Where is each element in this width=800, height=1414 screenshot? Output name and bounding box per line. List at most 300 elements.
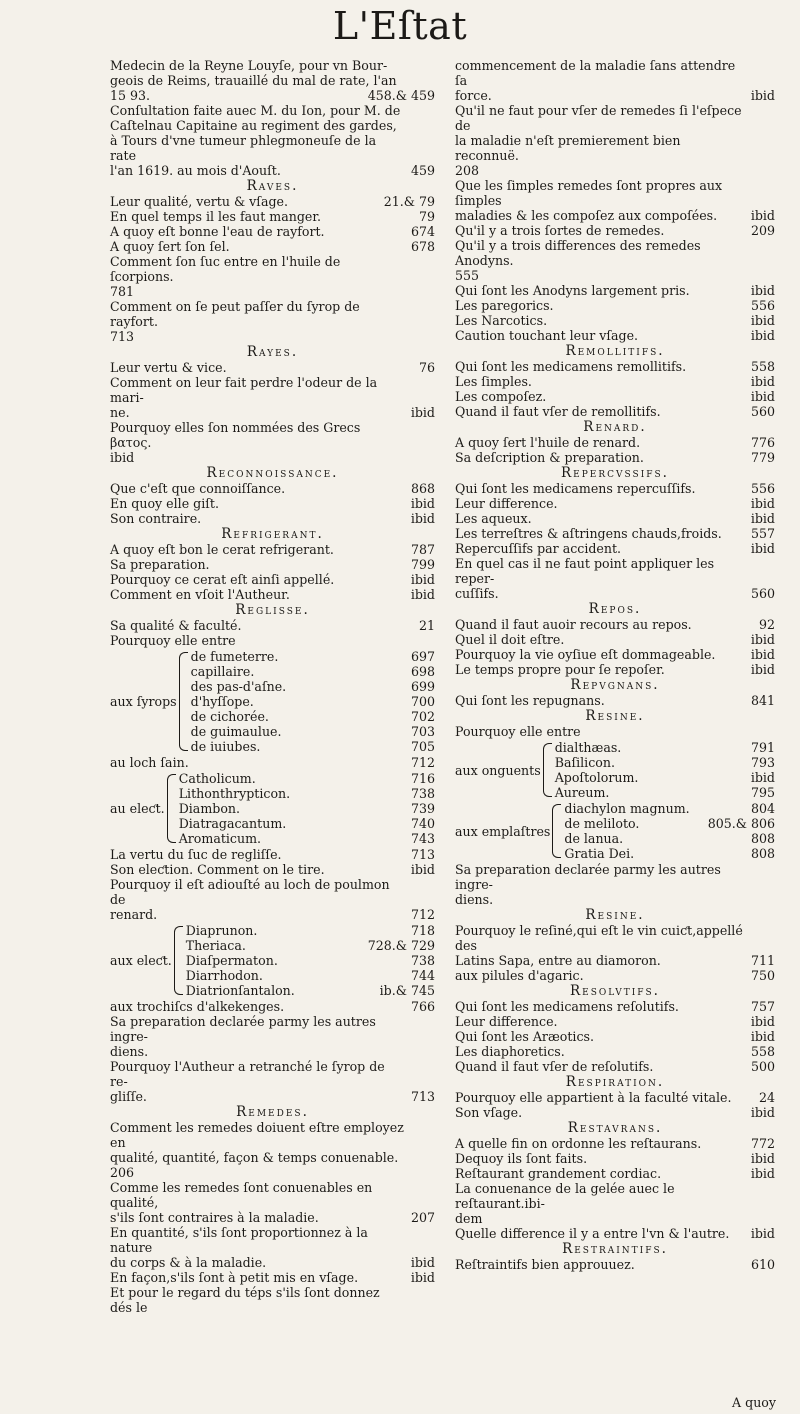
page-reference: 209	[750, 223, 775, 238]
entry-text: Qui ſont les Aræotics.	[455, 1029, 594, 1044]
section-heading: Raves.	[246, 178, 299, 194]
index-entry	[110, 1270, 435, 1285]
entry-text: Comment ſon ſuc entre en l'huile de ſcorpions.	[110, 254, 341, 284]
index-entry	[555, 755, 775, 770]
index-entry	[455, 389, 775, 404]
index-entry	[191, 739, 435, 754]
entry-text: A quoy eſt bonne l'eau de rayfort.	[110, 224, 325, 239]
brace-items	[186, 923, 435, 998]
page-reference: 787	[410, 542, 435, 557]
page-reference: ibid	[750, 511, 775, 526]
entry-text: 555	[455, 268, 480, 283]
index-entry	[110, 209, 435, 224]
entry-text: Leur vertu & vice.	[110, 360, 227, 375]
entry-text: A quoy ſert l'huile de renard.	[455, 435, 641, 450]
entry-text: Pourquoy elle entre	[455, 724, 581, 739]
entry-text: au loch ſain.	[110, 755, 189, 770]
index-entry	[455, 556, 775, 586]
page-reference: ibid	[410, 572, 435, 587]
index-entry	[455, 862, 775, 892]
index-entry	[110, 557, 435, 572]
page-reference: 674	[410, 224, 435, 239]
page-reference: ibid	[410, 587, 435, 602]
entry-text: Catholicum.	[178, 771, 256, 786]
entry-text: force.	[455, 88, 492, 103]
entry-text: Le temps propre pour ſe repoſer.	[455, 662, 665, 677]
entry-text: Quand il faut auoir recours au repos.	[455, 617, 692, 632]
brace-group	[110, 649, 435, 754]
index-entry	[110, 847, 435, 862]
entry-text: Leur difference.	[455, 1014, 558, 1029]
index-entry	[455, 1029, 775, 1044]
page-reference: ibid	[750, 1014, 775, 1029]
index-entry	[455, 103, 775, 133]
index-entry	[110, 907, 435, 922]
page-reference: 793	[750, 755, 775, 770]
entry-text: Sa preparation.	[110, 557, 210, 572]
entry-text: Baſilicon.	[554, 755, 615, 770]
entry-text: diens.	[110, 1044, 149, 1059]
index-entry	[186, 983, 435, 998]
entry-text: Aromaticum.	[178, 831, 262, 846]
entry-text: Qui ſont les medicamens remollitifs.	[455, 359, 687, 374]
right-column	[455, 58, 775, 1272]
brace-icon	[543, 743, 552, 797]
index-entry	[110, 1285, 435, 1315]
brace-label: aux ſyrops	[110, 694, 177, 709]
brace-label: aux eleƈt.	[110, 953, 172, 968]
page-reference: ibid	[750, 313, 775, 328]
index-entry	[455, 88, 775, 103]
index-entry	[110, 862, 435, 877]
page-reference: 776	[750, 435, 775, 450]
page-reference: 713	[410, 847, 435, 862]
section-heading: Resine.	[585, 907, 645, 923]
index-entry	[455, 223, 775, 238]
page-reference: 712	[410, 907, 435, 922]
page-reference: 560	[750, 586, 775, 601]
page-reference: 76	[418, 360, 435, 375]
index-entry	[455, 511, 775, 526]
index-entry	[186, 938, 435, 953]
index-entry	[110, 1089, 435, 1104]
entry-text: 781	[110, 284, 135, 299]
entry-text: Diaſpermaton.	[185, 953, 278, 968]
index-entry	[455, 586, 775, 601]
index-entry	[110, 1255, 435, 1270]
page-reference: ibid	[750, 496, 775, 511]
page-reference: 700	[410, 694, 435, 709]
index-entry	[110, 194, 435, 209]
entry-text: gliſſe.	[110, 1089, 147, 1104]
index-entry	[110, 587, 435, 602]
index-entry	[110, 224, 435, 239]
page-reference: 703	[410, 724, 435, 739]
brace-icon	[167, 774, 176, 843]
entry-text: ibid	[110, 450, 135, 465]
entry-text: Comme les remedes ſont conuenables en qualité,	[110, 1180, 373, 1210]
index-entry	[110, 88, 435, 103]
index-entry	[455, 999, 775, 1014]
entry-text: de meliloto.	[564, 816, 640, 831]
section-heading: Reglisse.	[235, 602, 310, 618]
index-entry	[555, 740, 775, 755]
index-entry	[455, 724, 775, 739]
entry-text: Qui ſont les Anodyns largement pris.	[455, 283, 690, 298]
page-reference: 804	[750, 801, 775, 816]
page-title: L'Eſtat	[332, 4, 468, 48]
page-reference: 699	[410, 679, 435, 694]
index-entry	[110, 420, 435, 450]
page-reference: ibid	[750, 647, 775, 662]
section-heading: Resine.	[585, 708, 645, 724]
page-reference: ibid	[750, 328, 775, 343]
section-heading: Renard.	[583, 419, 647, 435]
entry-text: En quel temps il les faut manger.	[110, 209, 322, 224]
entry-text: Que les ſimples remedes ſont propres aux ſimples	[455, 178, 723, 208]
section-heading: Rayes.	[246, 344, 299, 360]
page-reference: 21.& 79	[383, 194, 435, 209]
index-entry	[110, 73, 435, 88]
entry-text: Les diaphoretics.	[455, 1044, 565, 1059]
entry-text: Medecin de la Reyne Louyſe, pour vn Bour-	[110, 58, 388, 73]
index-entry	[110, 511, 435, 526]
entry-text: Qu'il y a trois ſortes de remedes.	[455, 223, 665, 238]
entry-text: à Tours d'vne tumeur phlegmoneuſe de la rate	[110, 133, 377, 163]
entry-text: Les ſimples.	[455, 374, 532, 389]
entry-text: aux pilules d'agaric.	[455, 968, 584, 983]
entry-text: diachylon magnum.	[564, 801, 690, 816]
entry-text: aux trochiſcs d'alkekenges.	[110, 999, 285, 1014]
index-entry	[455, 328, 775, 343]
index-entry	[564, 831, 775, 846]
index-entry	[110, 542, 435, 557]
index-entry	[110, 481, 435, 496]
index-entry	[455, 1257, 775, 1272]
page-reference: 738	[410, 953, 435, 968]
brace-items	[191, 649, 435, 754]
entry-text: 15 93.	[110, 88, 151, 103]
index-entry	[455, 693, 775, 708]
entry-text: Diambon.	[178, 801, 241, 816]
index-entry	[455, 374, 775, 389]
index-entry	[110, 877, 435, 907]
brace-items	[555, 740, 775, 800]
entry-text: Lithonthrypticon.	[178, 786, 291, 801]
entry-text: s'ils ſont contraires à la maladie.	[110, 1210, 319, 1225]
index-entry	[191, 679, 435, 694]
entry-text: Pourquoy ce cerat eſt ainſi appellé.	[110, 572, 335, 587]
entry-text: Diatragacantum.	[178, 816, 287, 831]
page-reference: 697	[410, 649, 435, 664]
index-entry	[110, 1210, 435, 1225]
page-reference: ibid	[750, 632, 775, 647]
entry-text: Sa qualité & faculté.	[110, 618, 242, 633]
page-reference: 795	[750, 785, 775, 800]
index-entry	[110, 999, 435, 1014]
page-reference: ibid	[750, 770, 775, 785]
page-reference: 712	[410, 755, 435, 770]
entry-text: Son contraire.	[110, 511, 202, 526]
brace-group	[455, 740, 775, 800]
index-entry	[455, 662, 775, 677]
entry-text: Pourquoy elle appartient à la faculté vitale.	[455, 1090, 732, 1105]
entry-text: de lanua.	[564, 831, 624, 846]
index-entry	[455, 178, 775, 208]
index-entry	[110, 1150, 435, 1165]
entry-text: Apoſtolorum.	[554, 770, 639, 785]
entry-text: Comment les remedes doiuent eſtre employez en	[110, 1120, 404, 1150]
entry-text: Qui ſont les medicamens repercuſſifs.	[455, 481, 696, 496]
index-entry	[110, 1225, 435, 1255]
page-reference: ibid	[750, 1166, 775, 1181]
entry-text: A quoy eſt bon le cerat refrigerant.	[110, 542, 334, 557]
index-entry	[455, 541, 775, 556]
index-entry	[455, 133, 775, 163]
index-entry	[110, 360, 435, 375]
entry-text: Conſultation faite auec M. du Ion, pour M. de	[110, 103, 401, 118]
entry-text: dem	[455, 1211, 483, 1226]
index-entry	[555, 785, 775, 800]
entry-text: Aureum.	[554, 785, 610, 800]
page-reference: ibid	[750, 1029, 775, 1044]
index-entry	[455, 481, 775, 496]
page-reference: 698	[410, 664, 435, 679]
page-reference: 557	[750, 526, 775, 541]
index-entry	[186, 968, 435, 983]
index-entry	[191, 709, 435, 724]
page-reference: 841	[750, 693, 775, 708]
page-reference: 779	[750, 450, 775, 465]
index-entry	[110, 618, 435, 633]
page-reference: ibid	[410, 1270, 435, 1285]
entry-text: des pas-d'aſne.	[190, 679, 287, 694]
index-entry	[179, 831, 435, 846]
entry-text: Repercuſſifs par accident.	[455, 541, 622, 556]
index-entry	[455, 298, 775, 313]
section-heading: Refrigerant.	[221, 526, 324, 542]
brace-icon	[174, 926, 183, 995]
brace-label: au eleƈt.	[110, 801, 165, 816]
brace-items	[564, 801, 775, 861]
page-reference: ibid	[750, 389, 775, 404]
index-entry	[110, 1059, 435, 1089]
brace-label: aux onguents	[455, 762, 541, 778]
page-reference: ibid	[750, 88, 775, 103]
page-reference: 799	[410, 557, 435, 572]
page-reference: ibid	[750, 374, 775, 389]
index-entry	[455, 283, 775, 298]
index-entry	[179, 816, 435, 831]
entry-text: Quand il faut vſer de remollitifs.	[455, 404, 661, 419]
brace-group	[455, 801, 775, 861]
index-entry	[455, 1105, 775, 1120]
page-reference: 702	[410, 709, 435, 724]
index-entry	[179, 771, 435, 786]
index-entry	[455, 268, 775, 283]
entry-text: Comment on ſe peut paſſer du ſyrop de rayfort.	[110, 299, 360, 329]
index-entry	[555, 770, 775, 785]
entry-text: Sa deſcription & preparation.	[455, 450, 644, 465]
entry-text: Son vſage.	[455, 1105, 523, 1120]
entry-text: du corps & à la maladie.	[110, 1255, 267, 1270]
page-reference: 79	[418, 209, 435, 224]
index-entry	[455, 1166, 775, 1181]
index-entry	[455, 892, 775, 907]
page-reference: 558	[750, 1044, 775, 1059]
entry-text: Pourquoy elles ſon nommées des Grecs βατος.	[110, 420, 361, 450]
index-entry	[110, 329, 435, 344]
section-heading: Repvgnans.	[570, 677, 660, 693]
entry-text: Quel il doit eſtre.	[455, 632, 565, 647]
page-reference: 743	[410, 831, 435, 846]
entry-text: 713	[110, 329, 135, 344]
index-entry	[455, 923, 775, 953]
entry-text: dialthæas.	[554, 740, 622, 755]
brace-icon	[552, 804, 561, 858]
page-reference: 718	[410, 923, 435, 938]
index-entry	[110, 375, 435, 405]
index-entry	[110, 103, 435, 118]
section-heading: Restavrans.	[567, 1120, 663, 1136]
entry-text: Diaprunon.	[185, 923, 258, 938]
index-entry	[455, 1090, 775, 1105]
index-entry	[455, 208, 775, 223]
index-entry	[455, 1181, 775, 1211]
entry-text: Leur qualité, vertu & vſage.	[110, 194, 288, 209]
index-entry	[110, 118, 435, 133]
brace-group	[110, 771, 435, 846]
index-entry	[455, 1136, 775, 1151]
entry-text: En quoy elle giſt.	[110, 496, 219, 511]
page-reference: 808	[750, 831, 775, 846]
entry-text: Quand il faut vſer de reſolutifs.	[455, 1059, 654, 1074]
section-heading: Respiration.	[565, 1074, 665, 1090]
entry-text: capillaire.	[190, 664, 255, 679]
page-reference: 21	[418, 618, 435, 633]
index-entry	[455, 163, 775, 178]
entry-text: Les paregorics.	[455, 298, 554, 313]
entry-text: Gratia Dei.	[564, 846, 635, 861]
index-entry	[455, 238, 775, 268]
entry-text: Qui ſont les medicamens reſolutifs.	[455, 999, 679, 1014]
section-heading: Restraintifs.	[562, 1241, 668, 1257]
entry-text: Caſtelnau Capitaine au regiment des gardes,	[110, 118, 397, 133]
entry-text: de iuiubes.	[190, 739, 261, 754]
page-reference: 610	[750, 1257, 775, 1272]
index-entry	[110, 299, 435, 329]
entry-text: d'hyſſope.	[190, 694, 254, 709]
index-entry	[191, 724, 435, 739]
index-entry	[179, 801, 435, 816]
entry-text: Qu'il ne faut pour vſer de remedes ſi l'eſpece de	[455, 103, 742, 133]
index-entry	[110, 496, 435, 511]
index-entry	[564, 816, 775, 831]
entry-text: La conuenance de la gelée auec le reſtaurant.ibi-	[455, 1181, 675, 1211]
index-entry	[110, 1180, 435, 1210]
page-reference: ibid	[750, 541, 775, 556]
page-reference: 560	[750, 404, 775, 419]
index-entry	[455, 617, 775, 632]
page-reference: ibid	[410, 496, 435, 511]
section-heading: Reconnoissance.	[206, 465, 339, 481]
entry-text: Theriaca.	[185, 938, 246, 953]
entry-text: Les aqueux.	[455, 511, 532, 526]
entry-text: 206	[110, 1165, 135, 1180]
index-entry	[455, 359, 775, 374]
index-entry	[110, 633, 435, 648]
page-reference: 868	[410, 481, 435, 496]
page-reference: 738	[410, 786, 435, 801]
entry-text: Dequoy ils ſont faits.	[455, 1151, 588, 1166]
page-reference: ibid	[750, 283, 775, 298]
entry-text: Sa preparation declarée parmy les autres ingre-	[455, 862, 721, 892]
page-reference: ibid	[750, 1105, 775, 1120]
entry-text: Diatrionſantalon.	[185, 983, 295, 998]
index-entry	[186, 923, 435, 938]
index-entry	[110, 572, 435, 587]
index-entry	[110, 450, 435, 465]
entry-text: Comment on leur fait perdre l'odeur de la mari-	[110, 375, 378, 405]
entry-text: commencement de la maladie ſans attendre ſa	[455, 58, 736, 88]
brace-icon	[179, 652, 188, 751]
entry-text: Que c'eſt que connoiſſance.	[110, 481, 286, 496]
page-reference: 744	[410, 968, 435, 983]
page-reference: 459	[410, 163, 435, 178]
page-reference: ibid	[410, 511, 435, 526]
catchword: A quoy	[732, 1395, 776, 1410]
page-reference: 716	[410, 771, 435, 786]
index-entry	[455, 1151, 775, 1166]
index-entry	[110, 1165, 435, 1180]
index-entry	[110, 133, 435, 163]
index-entry	[110, 239, 435, 254]
index-entry	[110, 284, 435, 299]
section-heading: Resolvtifs.	[570, 983, 660, 999]
page-reference: 500	[750, 1059, 775, 1074]
entry-text: Reſtaurant grandement cordiac.	[455, 1166, 662, 1181]
index-entry	[455, 58, 775, 88]
index-entry	[455, 953, 775, 968]
page-reference: ib.& 745	[379, 983, 435, 998]
entry-text: Et pour le regard du téps s'ils ſont donnez dés le	[110, 1285, 380, 1315]
index-entry	[455, 1211, 775, 1226]
index-entry	[455, 526, 775, 541]
page-reference: 791	[750, 740, 775, 755]
index-entry	[455, 1044, 775, 1059]
entry-text: maladies & les compoſez aux compoſées.	[455, 208, 718, 223]
entry-text: Diarrhodon.	[185, 968, 263, 983]
entry-text: Pourquoy il eſt adiouſté au loch de poulmon de	[110, 877, 390, 907]
entry-text: En quantité, s'ils ſont proportionnez à la nature	[110, 1225, 368, 1255]
page-reference: ibid	[750, 1151, 775, 1166]
page-reference: 750	[750, 968, 775, 983]
page-reference: ibid	[750, 208, 775, 223]
page-reference: 772	[750, 1136, 775, 1151]
page-reference: 711	[750, 953, 775, 968]
index-entry	[110, 163, 435, 178]
entry-text: Quelle difference il y a entre l'vn & l'autre.	[455, 1226, 730, 1241]
section-heading: Remedes.	[236, 1104, 309, 1120]
index-entry	[191, 694, 435, 709]
entry-text: renard.	[110, 907, 158, 922]
page-reference: 92	[758, 617, 775, 632]
index-entry	[455, 435, 775, 450]
brace-items	[179, 771, 435, 846]
entry-text: Pourquoy la vie oyſiue eſt dommageable.	[455, 647, 716, 662]
entry-text: Leur difference.	[455, 496, 558, 511]
page-reference: ibid	[750, 662, 775, 677]
